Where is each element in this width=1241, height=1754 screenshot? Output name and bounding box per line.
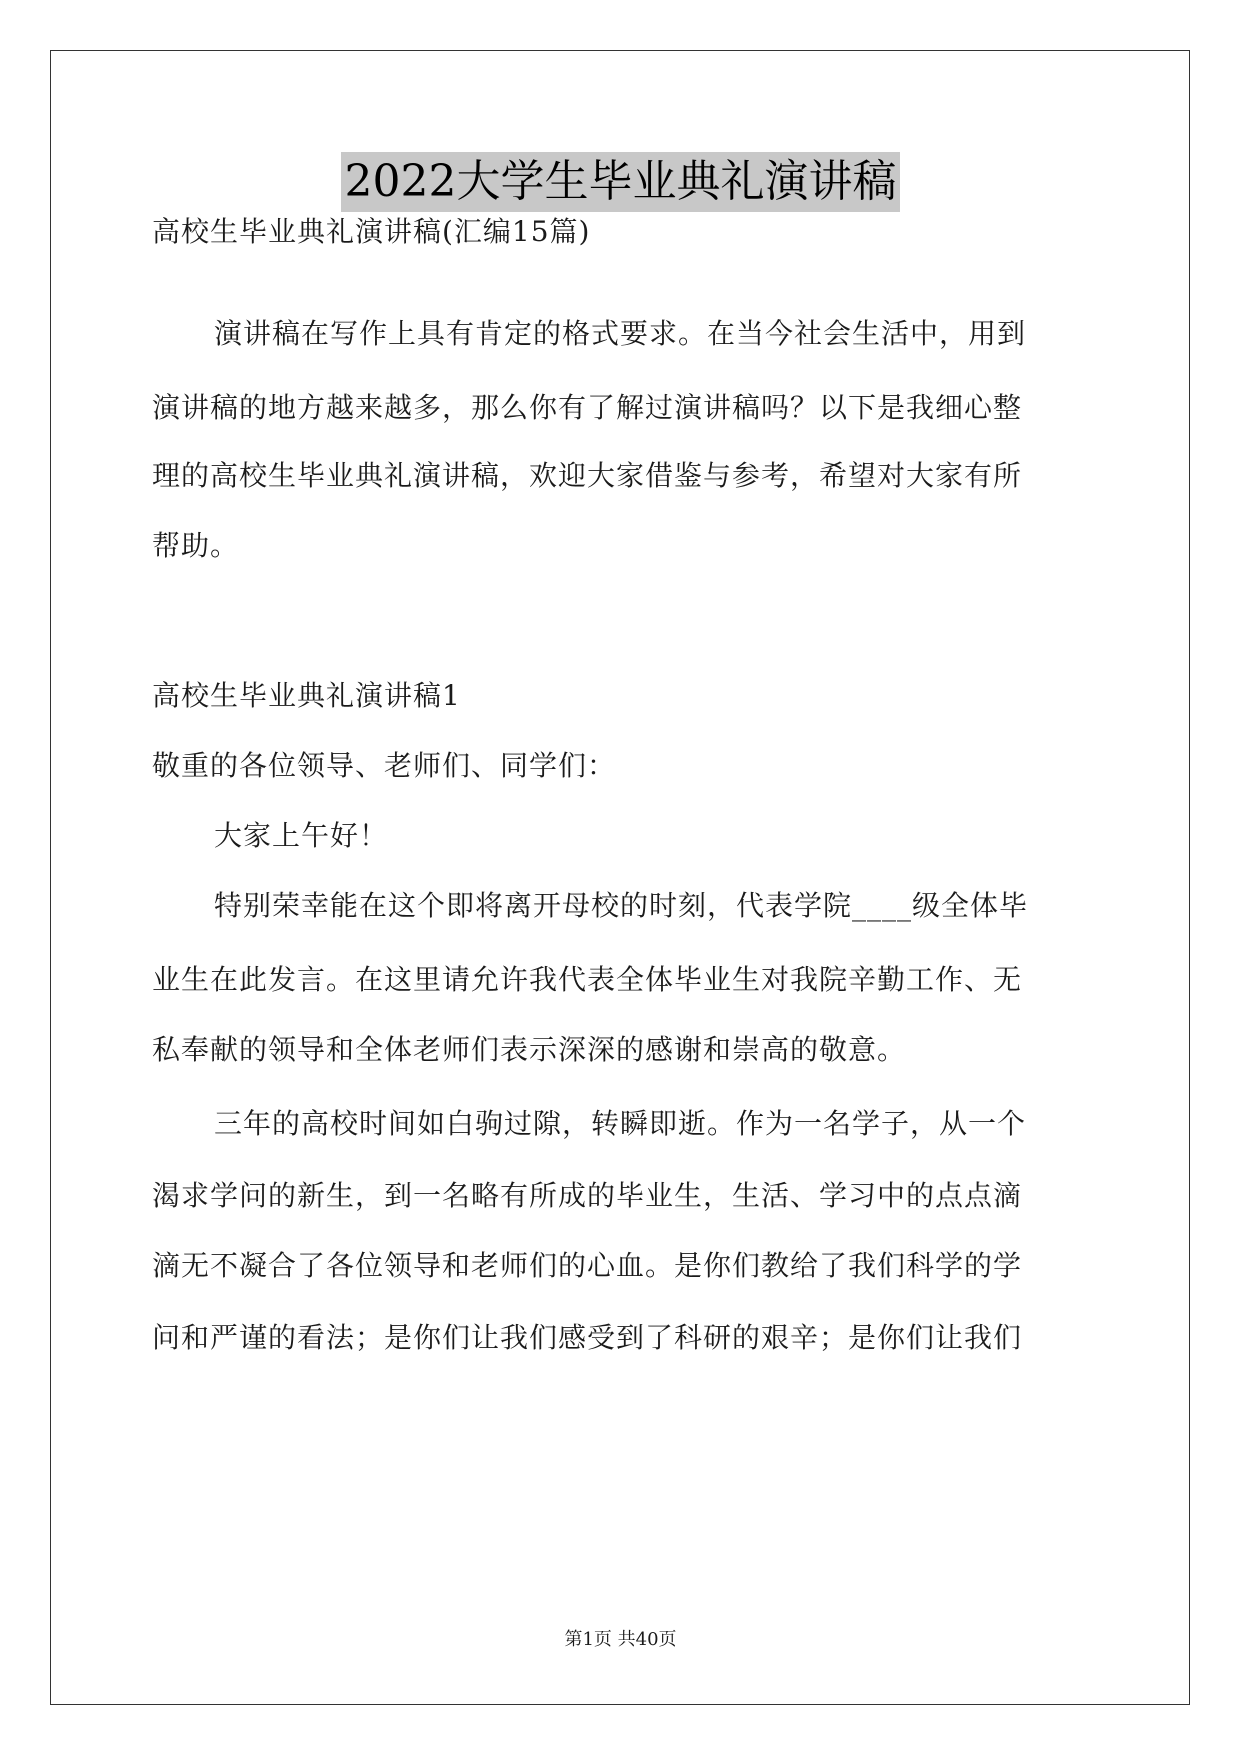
para2-line-2: 渴求学问的新生，到一名略有所成的毕业生，生活、学习中的点点滴 [152, 1179, 1023, 1212]
greeting: 大家上午好！ [214, 819, 389, 852]
salutation: 敬重的各位领导、老师们、同学们： [152, 749, 617, 782]
para2-line-4: 问和严谨的看法；是你们让我们感受到了科研的艰辛；是你们让我们 [152, 1321, 1023, 1354]
intro-line-4: 帮助。 [152, 529, 240, 562]
section-heading: 高校生毕业典礼演讲稿1 [152, 679, 461, 712]
intro-line-2: 演讲稿的地方越来越多，那么你有了解过演讲稿吗？以下是我细心整 [152, 391, 1023, 424]
para1-line-2: 业生在此发言。在这里请允许我代表全体毕业生对我院辛勤工作、无 [152, 963, 1023, 996]
title-container [0, 152, 1241, 212]
para1-line-1: 特别荣幸能在这个即将离开母校的时刻，代表学院____级全体毕 [214, 889, 1029, 922]
para1-line-3: 私奉献的领导和全体老师们表示深深的感谢和崇高的敬意。 [152, 1033, 907, 1066]
intro-line-1: 演讲稿在写作上具有肯定的格式要求。在当今社会生活中，用到 [214, 317, 1027, 350]
page-footer: 第1页 共40页 [564, 1629, 677, 1650]
document-subtitle: 高校生毕业典礼演讲稿(汇编15篇) [152, 215, 591, 248]
document-title: 2022大学生毕业典礼演讲稿 [341, 152, 901, 212]
para2-line-1: 三年的高校时间如白驹过隙，转瞬即逝。作为一名学子，从一个 [214, 1107, 1027, 1140]
page-border [50, 50, 1190, 1705]
intro-line-3: 理的高校生毕业典礼演讲稿，欢迎大家借鉴与参考，希望对大家有所 [152, 459, 1023, 492]
para2-line-3: 滴无不凝合了各位领导和老师们的心血。是你们教给了我们科学的学 [152, 1249, 1023, 1282]
